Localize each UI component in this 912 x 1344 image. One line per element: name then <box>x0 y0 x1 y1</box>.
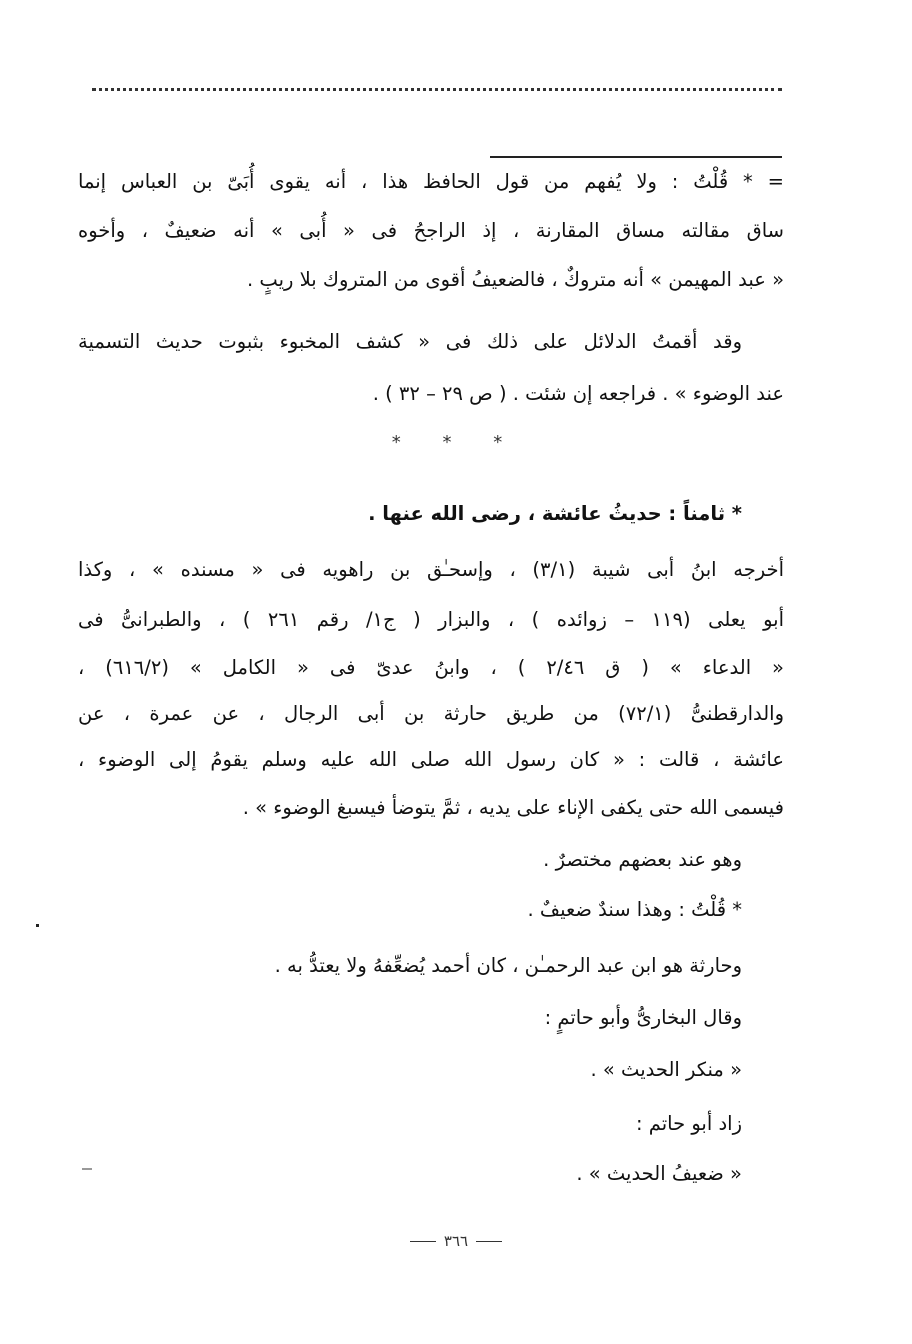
body-line: « الدعاء » ( ق ٢/٤٦ ) ، وابنُ عدىّ فى « الكامل » (٦١٦/٢) ، <box>78 656 784 679</box>
body-line: « ضعيفُ الحديث » . <box>576 1162 742 1185</box>
page-number-value: ٣٦٦ <box>443 1232 469 1250</box>
body-line: وهو عند بعضهم مختصرٌ . <box>543 848 742 871</box>
footnote-line: ساق مقالته مساق المقارنة ، إذ الراجحُ فى « أُبى » أنه ضعيفٌ ، وأخوه <box>78 219 784 242</box>
body-line: وحارثة هو ابن عبد الرحمـٰن ، كان أحمد يُضعِّفهُ ولا يعتدُّ به . <box>274 954 742 977</box>
body-line: زاد أبو حاتم : <box>635 1112 742 1135</box>
footnote-rule <box>490 156 782 158</box>
page-number-dash <box>476 1241 502 1242</box>
body-line: والدارقطنىُّ (٧٢/١) من طريق حارثة بن أبى الرجال ، عن عمرة ، عن <box>78 702 784 725</box>
scan-speck <box>82 1168 92 1170</box>
footnote-line: وقد أقمتُ الدلائل على ذلك فى « كشف المخبوء بثبوت حديث التسمية <box>78 330 742 353</box>
section-separator: * * * <box>391 432 521 453</box>
body-line: عائشة ، قالت : « كان رسول الله صلى الله عليه وسلم يقومُ إلى الوضوء ، <box>78 748 784 771</box>
scan-speck <box>36 924 39 927</box>
page-number <box>0 1232 912 1250</box>
body-line: * قُلْتُ : وهذا سندٌ ضعيفٌ . <box>527 898 742 921</box>
section-block <box>78 492 784 1202</box>
page-number-dash <box>410 1241 436 1242</box>
body-line: أخرجه ابنُ أبى شيبة (٣/١) ، وإسحـٰق بن راهويه فى « مسنده » ، وكذا <box>78 558 784 581</box>
body-line: فيسمى الله حتى يكفى الإناء على يديه ، ثمَّ يتوضأ فيسبغ الوضوء » . <box>242 796 784 819</box>
body-line: « منكر الحديث » . <box>590 1058 742 1081</box>
section-heading: * ثامناً : حديثُ عائشة ، رضى الله عنها . <box>368 502 742 525</box>
footnote-block <box>78 160 784 410</box>
body-line: وقال البخارىُّ وأبو حاتمٍ : <box>544 1006 742 1029</box>
body-line: أبو يعلى (١١٩ – زوائده ) ، والبزار ( ج١/ رقم ٢٦١ ) ، والطبرانىُّ فى <box>78 608 784 631</box>
footnote-line: « عبد المهيمن » أنه متروكٌ ، فالضعيفُ أقوى من المتروك بلا ريبٍ . <box>247 268 784 291</box>
footnote-line: عند الوضوء » . فراجعه إن شئت . ( ص ٢٩ – ٣٢ ) . <box>372 382 784 405</box>
footnote-line: = * قُلْتُ : ولا يُفهم من قول الحافظ هذا ، أنه يقوى أُبَىّ بن العباس إنما <box>78 170 784 193</box>
dotted-separator <box>92 88 782 91</box>
